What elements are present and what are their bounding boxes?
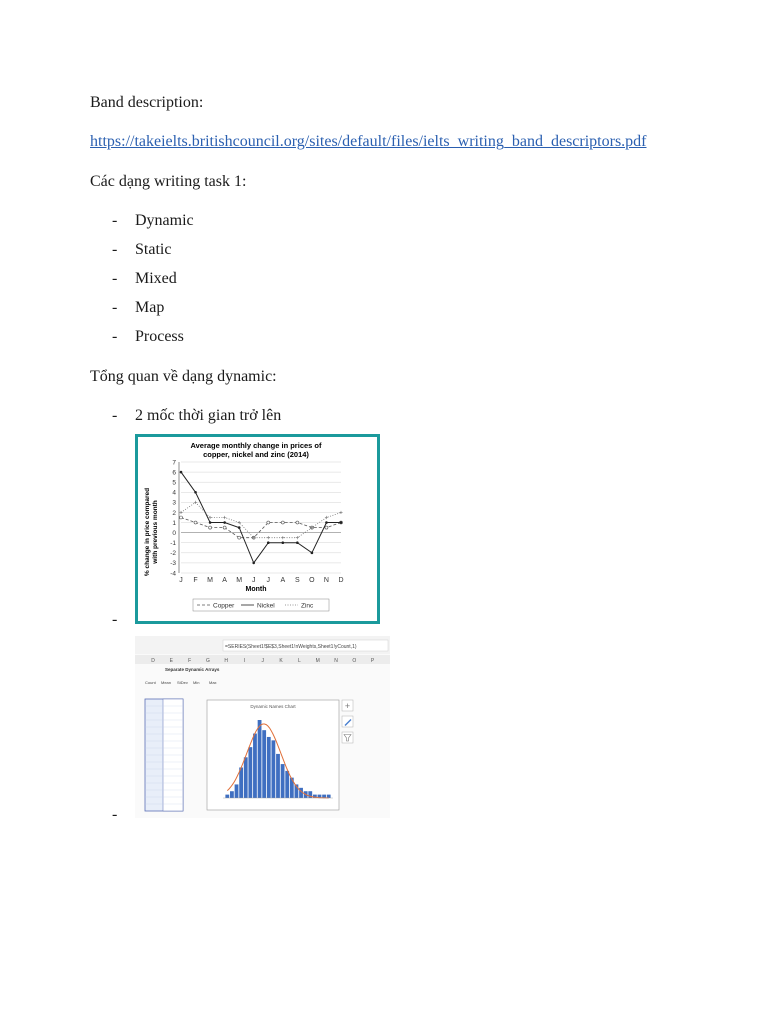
data-point (296, 521, 299, 524)
chart-y-axis-label-line-1: % change in price compared (144, 487, 151, 577)
list-item-text: Static (135, 241, 172, 258)
chart-title-line-2: copper, nickel and zinc (2014) (203, 450, 309, 459)
stats-header: Min (193, 680, 200, 685)
y-tick-label: 4 (172, 489, 176, 497)
list-item-text: 2 mốc thời gian trở lên (135, 407, 282, 424)
data-point (267, 541, 270, 544)
column-letter: D (151, 658, 155, 664)
formula-text: =SERIES(Sheet1!$E$3,Sheet1!nWeights,Sheet1!yCount,1) (225, 644, 357, 650)
x-tick-label: M (236, 577, 243, 584)
data-point (194, 501, 197, 504)
data-point (223, 526, 226, 529)
x-tick-label: J (251, 577, 256, 584)
series-line-nickel (181, 472, 341, 563)
dynamic-overview-heading: Tổng quan về dạng dynamic: (90, 368, 277, 385)
data-point (180, 516, 183, 519)
data-point (208, 516, 211, 519)
column-letter: H (224, 658, 229, 664)
column-letter: N (334, 658, 338, 664)
list-item (112, 610, 135, 630)
bullet-dash: - (112, 299, 118, 316)
x-tick-label: S (295, 577, 300, 584)
data-point (194, 491, 197, 494)
y-tick-label: -1 (170, 540, 176, 548)
list-item (112, 269, 177, 289)
column-letter: E (169, 658, 173, 664)
data-point (340, 521, 343, 524)
x-tick-label: A (280, 577, 286, 584)
data-point (339, 511, 342, 514)
data-point (325, 526, 328, 529)
series-line-copper (181, 518, 341, 538)
column-letter: O (352, 658, 357, 664)
column-letter: M (315, 658, 320, 664)
bullet-dash: - (112, 611, 118, 628)
column-letter: F (188, 658, 192, 664)
list-item-text: Process (135, 328, 184, 345)
column-letter: K (279, 658, 283, 664)
column-letter: I (243, 658, 246, 664)
histogram-bar (258, 720, 262, 798)
sheet-caption: Separate Dynamic Arrays (165, 667, 220, 672)
chart-title-line-1: Average monthly change in prices of (190, 441, 322, 450)
histogram-bar (262, 730, 266, 798)
band-description-heading: Band description: (90, 94, 204, 111)
column-letter: J (261, 658, 265, 664)
data-point (223, 516, 226, 519)
legend-label: Nickel (257, 602, 275, 610)
data-point (281, 521, 284, 524)
data-point (325, 521, 328, 524)
y-tick-label: 2 (172, 509, 176, 517)
data-point (252, 562, 255, 565)
data-point (267, 521, 270, 524)
histogram-bar (271, 740, 275, 798)
stats-header: StDev (177, 680, 188, 685)
data-point (209, 521, 212, 524)
data-point (281, 536, 284, 539)
histogram-bar (244, 757, 248, 798)
histogram-bar (248, 747, 252, 798)
column-letter: G (205, 658, 210, 664)
y-tick-label: 1 (172, 519, 176, 527)
bullet-dash: - (112, 407, 118, 424)
data-point (223, 521, 226, 524)
data-point (282, 541, 285, 544)
metal-prices-line-chart (138, 437, 377, 621)
histogram-title: Dynamic Names Chart (250, 704, 296, 709)
y-tick-label: 3 (172, 499, 176, 507)
bullet-dash: - (112, 270, 118, 287)
list-item (112, 327, 184, 347)
band-descriptors-link[interactable]: https://takeielts.britishcouncil.org/sites/default/files/ielts_writing_band_descriptors.pdf (90, 133, 647, 150)
histogram-bar (281, 764, 285, 798)
task-types-heading: Các dạng writing task 1: (90, 173, 247, 190)
y-tick-label: 5 (172, 479, 176, 487)
bullet-dash: - (112, 328, 118, 345)
list-item (112, 240, 171, 260)
x-tick-label: J (179, 577, 183, 584)
list-item (112, 298, 164, 318)
stats-header: Mean (161, 680, 172, 685)
stats-header: Count (145, 680, 156, 685)
list-item-text: Mixed (135, 270, 177, 287)
data-point (180, 471, 183, 474)
histogram-bar (235, 784, 239, 798)
y-tick-label: 0 (172, 529, 176, 537)
data-point (296, 536, 299, 539)
list-item (112, 805, 135, 825)
histogram-bar (267, 737, 271, 798)
y-tick-label: -3 (170, 560, 176, 568)
data-point (238, 536, 241, 539)
list-item-text: Map (135, 299, 165, 316)
bullet-dash: - (112, 212, 118, 229)
histogram-bar (239, 767, 243, 798)
list-item (112, 211, 194, 231)
x-tick-label: F (193, 577, 198, 584)
x-tick-label: M (207, 577, 214, 584)
x-tick-label: A (222, 577, 227, 584)
column-letter: P (370, 658, 375, 664)
histogram-bar (253, 734, 257, 798)
legend-label: Zinc (301, 602, 314, 610)
plus-icon: + (344, 701, 351, 711)
x-tick-label: D (338, 577, 344, 584)
stats-header: Max (209, 680, 217, 685)
list-item (112, 406, 281, 426)
histogram-bar (230, 791, 234, 798)
data-point (179, 511, 182, 514)
legend-label: Copper (213, 602, 235, 610)
excel-sheet (135, 636, 390, 818)
data-point (238, 526, 241, 529)
x-tick-label: O (309, 577, 315, 584)
chart-x-axis-label: Month (245, 586, 267, 593)
y-tick-label: 7 (172, 459, 176, 467)
excel-histogram-screenshot (135, 636, 390, 818)
data-point (194, 521, 197, 524)
data-point (325, 516, 328, 519)
chart-y-axis-label-line-2: with previous month (152, 500, 159, 564)
data-point (209, 526, 212, 529)
column-letter: L (298, 658, 301, 664)
histogram-bar (285, 771, 289, 798)
bullet-dash: - (112, 241, 118, 258)
list-item-text: Dynamic (135, 212, 194, 229)
y-tick-label: 6 (172, 469, 176, 477)
y-tick-label: -4 (170, 570, 176, 578)
chart-filters-button[interactable] (342, 732, 353, 743)
chart-styles-button[interactable] (342, 716, 353, 727)
data-point (267, 536, 270, 539)
x-tick-label: J (266, 577, 271, 584)
metal-prices-chart-figure (135, 434, 380, 624)
data-point (311, 552, 314, 555)
x-tick-label: N (323, 577, 329, 584)
y-tick-label: -2 (170, 550, 176, 558)
histogram-bar (276, 754, 280, 798)
bullet-dash: - (112, 806, 118, 823)
histogram-bar (225, 795, 229, 798)
data-point (296, 541, 299, 544)
